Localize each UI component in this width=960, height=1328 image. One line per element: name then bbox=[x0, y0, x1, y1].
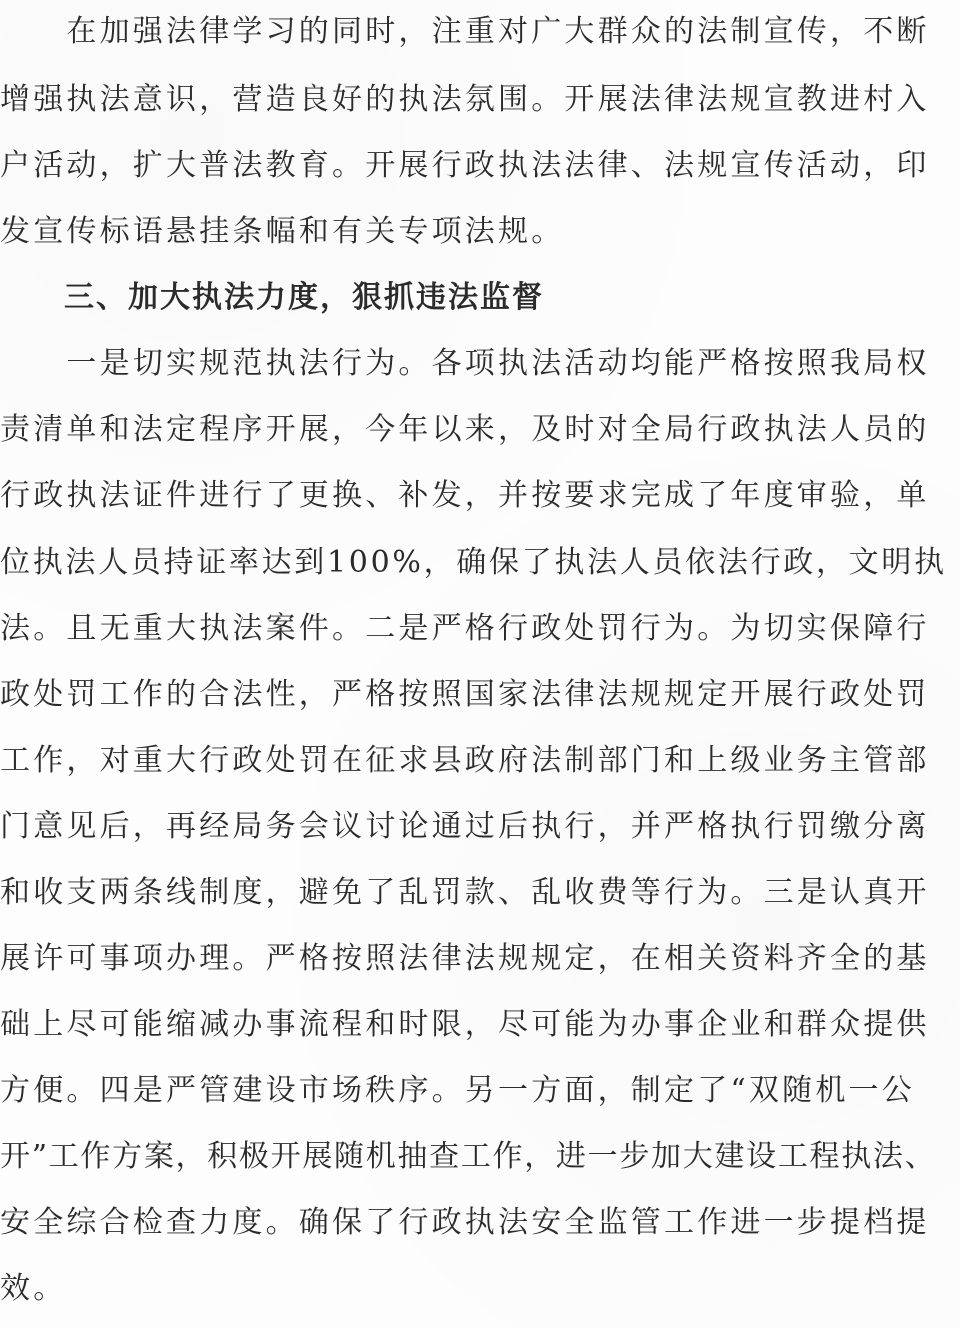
text-line-14: 和收支两条线制度，避免了乱罚款、乱收费等行为。三是认真开 bbox=[0, 875, 930, 910]
text-line-19: 安全综合检查力度。确保了行政执法安全监管工作进一步提档提 bbox=[0, 1205, 930, 1240]
section-heading: 三、加大执法力度，狠抓违法监督 bbox=[0, 280, 544, 315]
text-line-2: 增强执法意识，营造良好的执法氛围。开展法律法规宣教进村入 bbox=[0, 82, 930, 117]
text-line-6: 一是切实规范执法行为。各项执法活动均能严格按照我局权 bbox=[0, 346, 930, 381]
text-line-4: 发宣传标语悬挂条幅和有关专项法规。 bbox=[0, 214, 565, 249]
text-line-12: 工作，对重大行政处罚在征求县政府法制部门和上级业务主管部 bbox=[0, 743, 930, 778]
text-line-18: 开”工作方案，积极开展随机抽查工作，进一步加大建设工程执法、 bbox=[0, 1139, 937, 1174]
text-line-9: 位执法人员持证率达到100%，确保了执法人员依法行政，文明执 bbox=[0, 545, 947, 580]
text-line-16: 础上尽可能缩减办事流程和时限，尽可能为办事企业和群众提供 bbox=[0, 1007, 930, 1042]
text-line-11: 政处罚工作的合法性，严格按照国家法律法规规定开展行政处罚 bbox=[0, 677, 930, 712]
text-line-15: 展许可事项办理。严格按照法律法规规定，在相关资料齐全的基 bbox=[0, 941, 930, 976]
text-line-13: 门意见后，再经局务会议讨论通过后执行，并严格执行罚缴分离 bbox=[0, 809, 930, 844]
text-line-8: 行政执法证件进行了更换、补发，并按要求完成了年度审验，单 bbox=[0, 478, 930, 513]
text-line-10: 法。且无重大执法案件。二是严格行政处罚行为。为切实保障行 bbox=[0, 611, 930, 646]
text-line-20: 效。 bbox=[0, 1271, 67, 1306]
text-line-1: 在加强法律学习的同时，注重对广大群众的法制宣传，不断 bbox=[0, 14, 930, 49]
text-line-17: 方便。四是严管建设市场秩序。另一方面，制定了“双随机一公 bbox=[0, 1073, 915, 1108]
text-line-7: 责清单和法定程序开展，今年以来，及时对全局行政执法人员的 bbox=[0, 412, 930, 447]
text-line-3: 户活动，扩大普法教育。开展行政执法法律、法规宣传活动，印 bbox=[0, 148, 930, 183]
